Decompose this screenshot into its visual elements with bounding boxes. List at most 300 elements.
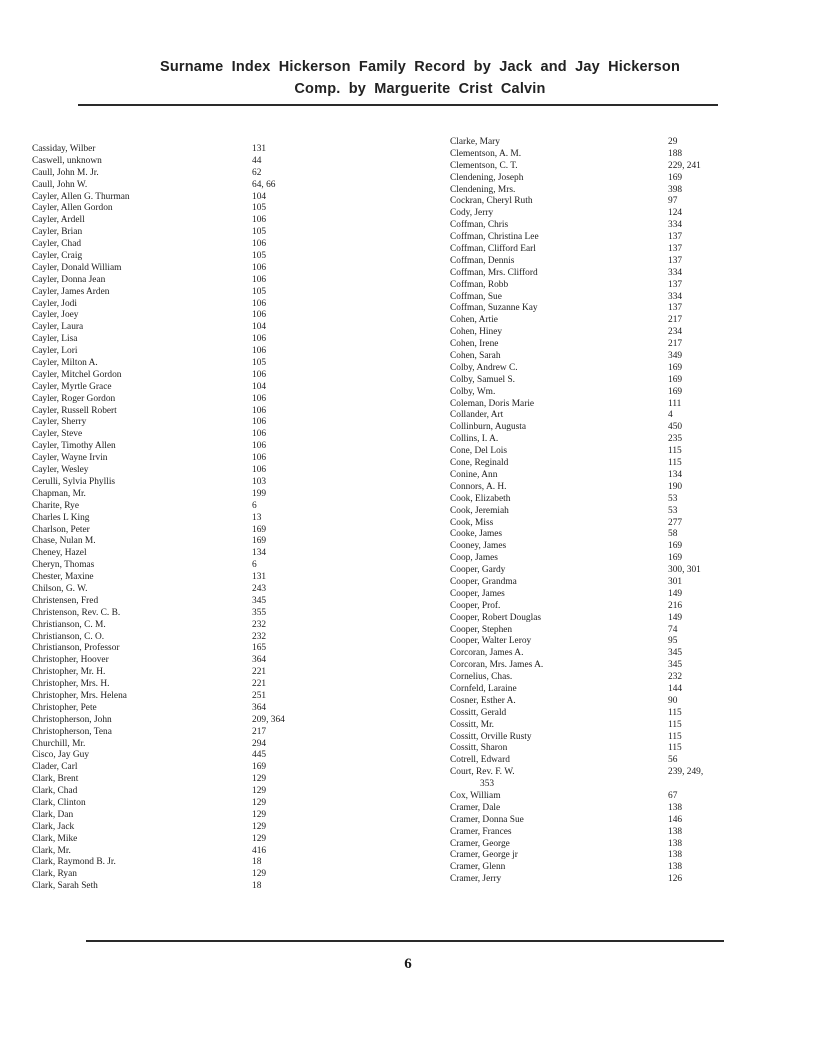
entry-pages: 169 (668, 553, 683, 564)
entry-pages: 345 (252, 595, 267, 606)
index-entry (450, 815, 750, 827)
index-entry (32, 489, 332, 501)
entry-name: Christopher, Mrs. Helena (32, 690, 127, 701)
entry-name: Cayler, James Arden (32, 286, 110, 297)
index-entry (450, 660, 750, 672)
index-entry (450, 196, 750, 208)
entry-pages: 124 (668, 208, 683, 219)
entry-pages: 106 (252, 274, 267, 285)
entry-name: Christenson, Rev. C. B. (32, 607, 121, 618)
entry-pages: 334 (668, 220, 683, 231)
entry-pages: 104 (252, 381, 267, 392)
entry-pages: 115 (668, 731, 682, 742)
entry-name: Court, Rev. F. W. (450, 767, 515, 778)
index-entry (450, 375, 750, 387)
entry-pages: 355 (252, 607, 267, 618)
index-entry (32, 572, 332, 584)
index-entry (32, 846, 332, 858)
entry-name: Coffman, Suzanne Kay (450, 303, 538, 314)
entry-pages: 106 (252, 334, 267, 345)
entry-pages: 105 (252, 358, 267, 369)
left-index-column (32, 144, 332, 893)
entry-name: Cossitt, Orville Rusty (450, 731, 532, 742)
entry-pages: 131 (252, 144, 267, 154)
entry-name: Clark, Clinton (32, 797, 86, 808)
entry-name: Cramer, George jr (450, 850, 518, 861)
entry-pages: 216 (668, 600, 683, 611)
entry-pages: 137 (668, 232, 683, 243)
entry-pages: 165 (252, 643, 267, 654)
entry-name: Cohen, Hiney (450, 327, 503, 338)
entry-name: Corcoran, Mrs. James A. (450, 660, 544, 671)
entry-pages: 131 (252, 572, 267, 583)
entry-pages: 199 (252, 488, 267, 499)
index-entry (450, 185, 750, 197)
entry-pages: 129 (252, 797, 267, 808)
index-entry (32, 869, 332, 881)
index-entry (450, 458, 750, 470)
entry-name: Cayler, Donald William (32, 262, 122, 273)
entry-name: Charles L King (32, 512, 90, 523)
entry-name: Clementson, A. M. (450, 148, 522, 159)
index-title: Surname Index Hickerson Family Record by Jack and Jay Hickerson (159, 59, 681, 75)
entry-name: Cayler, Craig (32, 251, 83, 262)
entry-pages: 4 (668, 410, 673, 421)
entry-name: Coleman, Doris Marie (450, 398, 535, 409)
index-entry (450, 684, 750, 696)
entry-name: Cramer, Jerry (450, 874, 502, 885)
index-entry (32, 180, 332, 192)
entry-pages: 334 (668, 291, 683, 302)
entry-pages: 345 (668, 648, 683, 659)
entry-pages: 137 (668, 255, 683, 266)
entry-name: Caull, John W. (32, 179, 88, 190)
index-entry (32, 406, 332, 418)
entry-name: Cooper, Gardy (450, 565, 506, 576)
index-entry (450, 161, 750, 173)
index-entry (450, 482, 750, 494)
entry-name: Christopherson, Tena (32, 726, 112, 737)
entry-pages: 144 (668, 683, 683, 694)
index-entry (450, 387, 750, 399)
entry-name: Clark, Sarah Seth (32, 881, 98, 892)
entry-name: Cooke, James (450, 529, 503, 540)
index-entry (32, 584, 332, 596)
entry-pages: 138 (668, 802, 683, 813)
index-entry (450, 137, 750, 149)
index-entry (450, 732, 750, 744)
index-entry (32, 596, 332, 608)
entry-name: Cotrell, Edward (450, 755, 510, 766)
index-entry (32, 465, 332, 477)
entry-pages: 243 (252, 583, 267, 594)
entry-name: Clark, Chad (32, 786, 78, 797)
index-entry (32, 227, 332, 239)
index-entry (450, 791, 750, 803)
entry-pages: 169 (668, 362, 683, 373)
entry-name: Christopherson, John (32, 714, 112, 725)
index-entry (32, 691, 332, 703)
entry-name: Coffman, Robb (450, 279, 509, 290)
entry-name: Chapman, Mr. (32, 488, 86, 499)
entry-name: Cayler, Donna Jean (32, 274, 106, 285)
index-entry (450, 470, 750, 482)
index-entry (32, 441, 332, 453)
entry-name: Clader, Carl (32, 762, 78, 773)
entry-name: Cayler, Lisa (32, 334, 78, 345)
entry-name: Charite, Rye (32, 500, 80, 511)
entry-name: Coffman, Mrs. Clifford (450, 267, 538, 278)
index-entry (32, 703, 332, 715)
index-entry (450, 422, 750, 434)
entry-pages: 364 (252, 702, 267, 713)
entry-name: Cayler, Chad (32, 239, 82, 250)
index-entry (32, 453, 332, 465)
entry-name: Christopher, Mr. H. (32, 667, 106, 678)
entry-name: 353 (480, 779, 495, 790)
index-entry (450, 862, 750, 874)
index-entry (32, 239, 332, 251)
index-entry (450, 601, 750, 613)
entry-name: Cooper, Stephen (450, 624, 513, 635)
index-entry (450, 839, 750, 851)
index-entry (450, 565, 750, 577)
entry-name: Coffman, Christina Lee (450, 232, 539, 243)
index-entry (450, 672, 750, 684)
entry-name: Cooper, Prof. (450, 600, 501, 611)
entry-pages: 138 (668, 838, 683, 849)
entry-pages: 115 (668, 446, 682, 457)
entry-name: Cooper, James (450, 588, 505, 599)
entry-pages: 18 (252, 881, 262, 892)
index-entry (450, 339, 750, 351)
entry-pages: 234 (668, 327, 683, 338)
index-entry (32, 643, 332, 655)
entry-pages: 44 (252, 155, 262, 166)
entry-name: Coffman, Sue (450, 291, 502, 302)
entry-pages: 137 (668, 244, 683, 255)
entry-name: Christopher, Hoover (32, 655, 109, 666)
index-entry (450, 351, 750, 363)
entry-name: Cossitt, Mr. (450, 719, 495, 730)
entry-pages: 217 (668, 339, 683, 350)
index-entry (32, 548, 332, 560)
entry-pages: 53 (668, 505, 678, 516)
entry-name: Cox, William (450, 790, 501, 801)
entry-name: Corcoran, James A. (450, 648, 524, 659)
entry-pages: 221 (252, 667, 267, 678)
entry-pages: 106 (252, 215, 267, 226)
entry-name: Coffman, Dennis (450, 255, 515, 266)
entry-pages: 115 (668, 743, 682, 754)
entry-pages: 217 (252, 726, 267, 737)
entry-pages: 105 (252, 227, 267, 238)
index-entry (32, 715, 332, 727)
entry-pages: 106 (252, 453, 267, 464)
index-entry (32, 192, 332, 204)
entry-pages: 232 (252, 619, 267, 630)
index-entry (450, 363, 750, 375)
index-entry (450, 613, 750, 625)
entry-pages: 129 (252, 774, 267, 785)
index-entry (450, 874, 750, 886)
index-entry (450, 506, 750, 518)
entry-pages: 138 (668, 862, 683, 873)
entry-name: Cayler, Ardell (32, 215, 85, 226)
index-entry (32, 834, 332, 846)
entry-pages: 105 (252, 286, 267, 297)
index-entry (450, 446, 750, 458)
entry-name: Christensen, Fred (32, 595, 99, 606)
entry-name: Cone, Del Lois (450, 446, 508, 457)
entry-pages: 364 (252, 655, 267, 666)
entry-pages: 232 (252, 631, 267, 642)
entry-pages: 301 (668, 576, 683, 587)
entry-name: Cayler, Milton A. (32, 358, 98, 369)
entry-name: Clendening, Joseph (450, 172, 524, 183)
entry-name: Chester, Maxine (32, 572, 94, 583)
index-entry (32, 774, 332, 786)
entry-name: Cerulli, Sylvia Phyllis (32, 476, 116, 487)
entry-pages: 97 (668, 196, 678, 207)
entry-name: Chase, Nulan M. (32, 536, 96, 547)
index-entry (32, 382, 332, 394)
index-entry (32, 334, 332, 346)
index-entry (32, 608, 332, 620)
index-entry (450, 494, 750, 506)
entry-name: Cooney, James (450, 541, 507, 552)
entry-name: Cramer, Donna Sue (450, 814, 524, 825)
entry-name: Cayler, Steve (32, 429, 83, 440)
index-entry (450, 173, 750, 185)
index-entry (32, 822, 332, 834)
entry-name: Clarke, Mary (450, 137, 500, 147)
entry-pages: 106 (252, 298, 267, 309)
entry-name: Clark, Ryan (32, 869, 77, 880)
index-entry (450, 625, 750, 637)
entry-pages: 149 (668, 612, 683, 623)
entry-pages: 104 (252, 322, 267, 333)
entry-name: Clendening, Mrs. (450, 184, 516, 195)
right-index-column (450, 137, 750, 886)
index-entry (32, 156, 332, 168)
index-entry (32, 168, 332, 180)
entry-pages: 106 (252, 429, 267, 440)
entry-pages: 62 (252, 167, 262, 178)
index-entry (450, 708, 750, 720)
index-entry (32, 881, 332, 893)
index-entry (32, 477, 332, 489)
index-entry (32, 750, 332, 762)
index-entry (32, 525, 332, 537)
index-entry (32, 215, 332, 227)
entry-pages: 126 (668, 874, 683, 885)
entry-name: Cooper, Grandma (450, 576, 517, 587)
entry-name: Cayler, Allen G. Thurman (32, 191, 130, 202)
index-entry (450, 434, 750, 446)
index-entry (32, 299, 332, 311)
entry-name: Christopher, Mrs. H. (32, 679, 110, 690)
index-entry (32, 739, 332, 751)
index-entry (32, 322, 332, 334)
document-header (80, 56, 760, 100)
entry-name: Cornelius, Chas. (450, 672, 513, 683)
index-entry (32, 346, 332, 358)
entry-pages: 146 (668, 814, 683, 825)
index-entry (32, 370, 332, 382)
entry-name: Caswell, unknown (32, 155, 102, 166)
index-entry (32, 203, 332, 215)
entry-name: Coffman, Chris (450, 220, 509, 231)
entry-name: Cisco, Jay Guy (32, 750, 90, 761)
index-entry (450, 541, 750, 553)
entry-pages: 129 (252, 833, 267, 844)
entry-pages: 398 (668, 184, 683, 195)
index-entry (32, 501, 332, 513)
index-entry (32, 310, 332, 322)
entry-pages: 149 (668, 588, 683, 599)
entry-pages: 90 (668, 695, 678, 706)
entry-pages: 129 (252, 786, 267, 797)
index-entry (32, 394, 332, 406)
index-entry (450, 589, 750, 601)
index-entry (32, 417, 332, 429)
index-entry (450, 779, 750, 791)
index-entry (450, 149, 750, 161)
entry-name: Cody, Jerry (450, 208, 494, 219)
entry-pages: 134 (252, 548, 267, 559)
entry-pages: 134 (668, 469, 683, 480)
entry-pages: 106 (252, 393, 267, 404)
index-entry (32, 655, 332, 667)
entry-name: Conine, Ann (450, 469, 498, 480)
index-entry (32, 358, 332, 370)
index-entry (450, 327, 750, 339)
entry-name: Cook, Elizabeth (450, 493, 511, 504)
entry-pages: 106 (252, 346, 267, 357)
entry-name: Cohen, Irene (450, 339, 499, 350)
entry-name: Christopher, Pete (32, 702, 97, 713)
index-entry (32, 287, 332, 299)
index-entry (450, 256, 750, 268)
index-entry (32, 536, 332, 548)
entry-pages: 209, 364 (252, 714, 285, 725)
index-entry (450, 280, 750, 292)
entry-pages: 334 (668, 267, 683, 278)
entry-name: Cramer, George (450, 838, 510, 849)
index-entry (450, 410, 750, 422)
entry-name: Colby, Wm. (450, 386, 496, 397)
entry-name: Christianson, C. O. (32, 631, 105, 642)
entry-pages: 450 (668, 422, 683, 433)
entry-name: Cayler, Laura (32, 322, 84, 333)
entry-pages: 300, 301 (668, 565, 701, 576)
entry-name: Cossitt, Gerald (450, 707, 507, 718)
entry-name: Cayler, Sherry (32, 417, 87, 428)
entry-name: Coop, James (450, 553, 498, 564)
entry-name: Cayler, Lori (32, 346, 78, 357)
index-entry (450, 220, 750, 232)
entry-pages: 29 (668, 137, 678, 147)
entry-name: Cayler, Roger Gordon (32, 393, 116, 404)
entry-pages: 445 (252, 750, 267, 761)
entry-pages: 115 (668, 707, 682, 718)
entry-name: Christianson, C. M. (32, 619, 106, 630)
index-entry (450, 303, 750, 315)
entry-name: Collins, I. A. (450, 434, 499, 445)
index-entry (32, 263, 332, 275)
entry-name: Cooper, Robert Douglas (450, 612, 542, 623)
index-entry (32, 620, 332, 632)
index-entry (32, 560, 332, 572)
index-entry (32, 429, 332, 441)
index-entry (32, 144, 332, 156)
entry-name: Churchill, Mr. (32, 738, 86, 749)
entry-pages: 169 (668, 374, 683, 385)
index-entry (32, 810, 332, 822)
index-entry (450, 268, 750, 280)
index-entry (450, 648, 750, 660)
entry-name: Clark, Raymond B. Jr. (32, 857, 116, 868)
entry-pages: 106 (252, 262, 267, 273)
entry-name: Christianson, Professor (32, 643, 120, 654)
entry-name: Cheney, Hazel (32, 548, 87, 559)
entry-name: Cayler, Mitchel Gordon (32, 369, 122, 380)
entry-pages: 111 (668, 398, 682, 409)
entry-pages: 105 (252, 251, 267, 262)
compiler-credit: Comp. by Marguerite Crist Calvin (294, 81, 546, 97)
entry-name: Caull, John M. Jr. (32, 167, 99, 178)
entry-pages: 106 (252, 310, 267, 321)
entry-pages: 95 (668, 636, 678, 647)
index-entry (450, 696, 750, 708)
page-number: 6 (404, 956, 412, 972)
entry-pages: 6 (252, 560, 257, 571)
index-entry (32, 857, 332, 869)
entry-name: Cayler, Wayne Irvin (32, 453, 108, 464)
entry-pages: 229, 241 (668, 160, 701, 171)
entry-pages: 115 (668, 458, 682, 469)
index-entry (450, 518, 750, 530)
entry-pages: 232 (668, 672, 683, 683)
entry-name: Clementson, C. T. (450, 160, 518, 171)
entry-pages: 217 (668, 315, 683, 326)
entry-name: Cramer, Dale (450, 802, 501, 813)
entry-pages: 106 (252, 369, 267, 380)
entry-name: Colby, Andrew C. (450, 362, 518, 373)
entry-pages: 56 (668, 755, 678, 766)
entry-pages: 169 (668, 541, 683, 552)
index-entry (32, 275, 332, 287)
entry-pages: 106 (252, 441, 267, 452)
entry-name: Clark, Jack (32, 821, 75, 832)
entry-pages: 169 (252, 524, 267, 535)
entry-name: Cramer, Frances (450, 826, 512, 837)
entry-pages: 129 (252, 869, 267, 880)
index-entry (32, 798, 332, 810)
entry-pages: 103 (252, 476, 267, 487)
entry-pages: 251 (252, 690, 267, 701)
footer-divider (86, 940, 724, 942)
entry-name: Cayler, Timothy Allen (32, 441, 116, 452)
entry-name: Clark, Mike (32, 833, 78, 844)
entry-pages: 104 (252, 191, 267, 202)
entry-name: Collander, Art (450, 410, 504, 421)
entry-pages: 67 (668, 790, 678, 801)
entry-pages: 190 (668, 481, 683, 492)
entry-name: Cayler, Joey (32, 310, 79, 321)
entry-name: Cayler, Wesley (32, 465, 89, 476)
